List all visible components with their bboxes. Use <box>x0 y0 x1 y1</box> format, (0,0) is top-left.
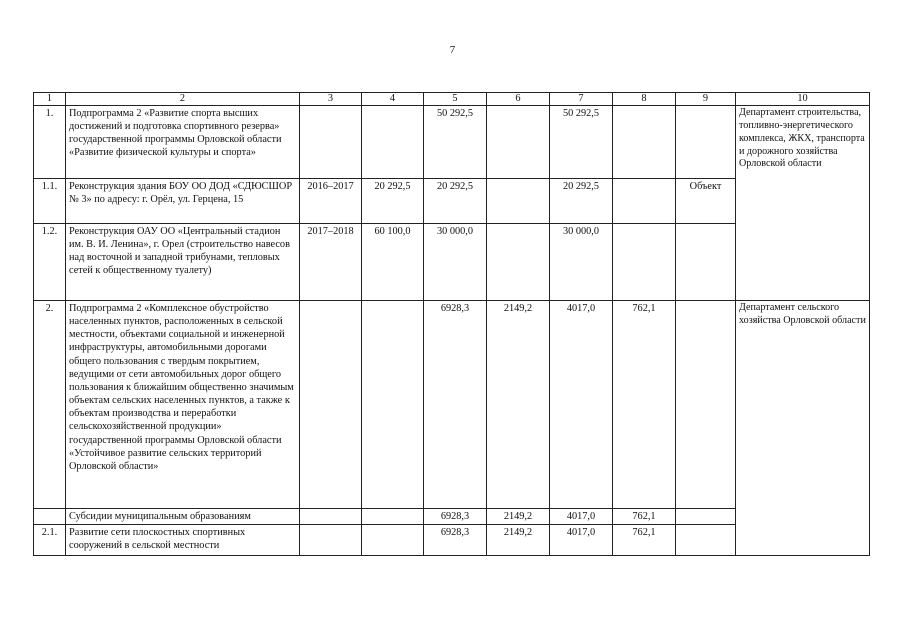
budget-table <box>33 92 870 556</box>
row-number <box>34 508 66 524</box>
cell-col5: 6928,3 <box>424 300 487 508</box>
row-name: Реконструкция здания БОУ ОО ДОД «СДЮСШОР № 3» по адресу: г. Орёл, ул. Герцена, 15 <box>66 178 300 223</box>
cell-col7: 4017,0 <box>550 300 613 508</box>
cell-col3 <box>300 105 362 178</box>
page-number: 7 <box>449 44 456 56</box>
header-cell: 3 <box>300 93 362 106</box>
cell-col4: 20 292,5 <box>362 178 424 223</box>
table-row <box>34 105 870 178</box>
cell-col5: 50 292,5 <box>424 105 487 178</box>
cell-col6: 2149,2 <box>487 525 550 556</box>
cell-col3 <box>300 508 362 524</box>
cell-col7: 4017,0 <box>550 508 613 524</box>
cell-col4 <box>362 300 424 508</box>
row-name: Субсидии муниципальным образованиям <box>66 508 300 524</box>
cell-col7: 50 292,5 <box>550 105 613 178</box>
column-number-header <box>34 93 870 106</box>
cell-col9 <box>676 525 736 556</box>
cell-col3: 2017–2018 <box>300 223 362 300</box>
cell-col5: 6928,3 <box>424 508 487 524</box>
row-number: 1.2. <box>34 223 66 300</box>
cell-col6 <box>487 105 550 178</box>
cell-col8: 762,1 <box>613 300 676 508</box>
cell-col5: 30 000,0 <box>424 223 487 300</box>
row-name: Подпрограмма 2 «Развитие спорта высших достижений и подготовка спортивного резерва» государственной программы Орловской области «Развитие физической культуры и спорта» <box>66 105 300 178</box>
cell-col9 <box>676 300 736 508</box>
cell-col3: 2016–2017 <box>300 178 362 223</box>
cell-col4 <box>362 508 424 524</box>
header-cell: 1 <box>34 93 66 106</box>
cell-col6 <box>487 223 550 300</box>
responsible-department: Департамент сельского хозяйства Орловской области <box>736 300 870 555</box>
cell-col9: Объект <box>676 178 736 223</box>
cell-col4: 60 100,0 <box>362 223 424 300</box>
cell-col4 <box>362 525 424 556</box>
row-number: 1. <box>34 105 66 178</box>
cell-col3 <box>300 525 362 556</box>
header-cell: 2 <box>66 93 300 106</box>
row-number: 1.1. <box>34 178 66 223</box>
header-cell: 10 <box>736 93 870 106</box>
cell-col5: 20 292,5 <box>424 178 487 223</box>
cell-col3 <box>300 300 362 508</box>
cell-col9 <box>676 105 736 178</box>
header-cell: 8 <box>613 93 676 106</box>
cell-col6 <box>487 178 550 223</box>
cell-col8 <box>613 223 676 300</box>
cell-col8: 762,1 <box>613 508 676 524</box>
row-name: Реконструкция ОАУ ОО «Центральный стадион им. В. И. Ленина», г. Орел (строительство навесов над восточной и западной трибунами, тепловых сетей к общественному туалету) <box>66 223 300 300</box>
cell-col9 <box>676 508 736 524</box>
cell-col8: 762,1 <box>613 525 676 556</box>
cell-col7: 30 000,0 <box>550 223 613 300</box>
header-cell: 9 <box>676 93 736 106</box>
cell-col6: 2149,2 <box>487 300 550 508</box>
responsible-department: Департамент строительства, топливно-энергетического комплекса, ЖКХ, транспорта и дорожного хозяйства Орловской области <box>736 105 870 300</box>
cell-col4 <box>362 105 424 178</box>
row-number: 2. <box>34 300 66 508</box>
cell-col6: 2149,2 <box>487 508 550 524</box>
header-cell: 5 <box>424 93 487 106</box>
cell-col5: 6928,3 <box>424 525 487 556</box>
header-cell: 6 <box>487 93 550 106</box>
row-name: Подпрограмма 2 «Комплексное обустройство населенных пунктов, расположенных в сельской местности, объектами социальной и инженерной инфраструктуры, автомобильными дорогами общего пользования с твердым покрытием, ведущими от сети автомобильных дорог общего пользования к ближайшим общественно значимым объектам сельских населенных пунктов, а также к объектам производства и переработки сельскохозяйственной продукции» государственной программы Орловской области «Устойчивое развитие сельских территорий Орловской области» <box>66 300 300 508</box>
cell-col9 <box>676 223 736 300</box>
cell-col7: 20 292,5 <box>550 178 613 223</box>
header-cell: 7 <box>550 93 613 106</box>
cell-col7: 4017,0 <box>550 525 613 556</box>
row-name: Развитие сети плоскостных спортивных сооружений в сельской местности <box>66 525 300 556</box>
header-cell: 4 <box>362 93 424 106</box>
table-row <box>34 300 870 508</box>
row-number: 2.1. <box>34 525 66 556</box>
cell-col8 <box>613 105 676 178</box>
cell-col8 <box>613 178 676 223</box>
